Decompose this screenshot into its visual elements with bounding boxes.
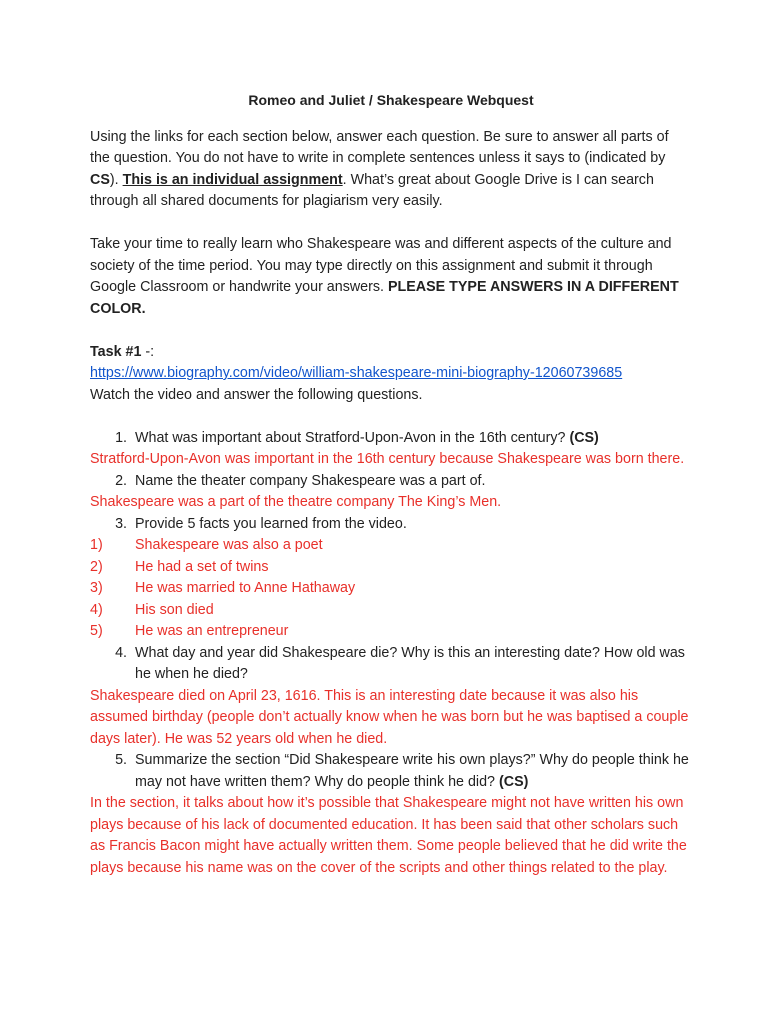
fact-item [90,557,690,579]
fact-text: He had a set of twins [135,558,269,575]
question-number: 2. [115,472,127,489]
fact-number: 3) [90,580,103,596]
fact-text: His son died [135,601,214,618]
cs-indicator: CS [90,171,110,188]
task-heading [90,342,690,364]
fact-number: 2) [90,558,103,575]
answer-1: Stratford-Upon-Avon was important in the 16th century because Shakespeare was born there. [90,451,685,467]
cs-marker: (CS) [569,429,599,446]
fact-text: He was married to Anne Hathaway [135,580,356,596]
task-instruction: Watch the video and answer the following questions. [90,386,423,403]
fact-number: 1) [90,537,103,553]
question-1 [90,428,690,450]
video-link[interactable]: https://www.biography.com/video/william-shakespeare-mini-biography-12060739685 [90,365,623,381]
fact-text: Shakespeare was also a poet [135,537,323,553]
question-5 [90,750,690,793]
question-text: What was important about Stratford-Upon-Avon in the 16th century? [135,429,570,446]
answer-4: Shakespeare died on April 23, 1616. This is an interesting date because it was also his assumed birthday (people don’t actually know when he was born but he was baptised a couple days later). He was 52 years old when he died. [90,687,689,747]
question-number: 4. [115,644,127,661]
question-4 [90,643,690,686]
intro-text: . What’s great about Google Drive is I can search through all shared documents for plagiarism very easily. [90,171,654,209]
question-number: 5. [115,752,127,768]
intro-paragraph-2 [90,234,690,320]
intro-text: ). [109,171,123,188]
task-label: Task #1 [90,343,142,360]
intro-paragraph-1 [90,127,690,213]
question-text: What day and year did Shakespeare die? Why is this an interesting date? How old was he when he died? [135,644,685,682]
question-2 [90,471,690,493]
cs-marker: (CS) [498,773,529,790]
intro-text: Take your time to really learn who Shakespeare was and different aspects of the culture and society of the time period. You may type directly on this assignment and submit it through Google Classroom or handwrite your answers. [90,236,672,295]
type-answers-notice: PLEASE TYPE ANSWERS IN A DIFFERENT COLOR. [90,279,679,317]
document-title: Romeo and Juliet / Shakespeare Webquest [248,92,534,108]
individual-assignment-notice: This is an individual assignment [122,171,343,188]
question-text: Summarize the section “Did Shakespeare write his own plays?” Why do people think he may not have written them? Why do people think he did? [135,752,689,790]
question-text: Name the theater company Shakespeare was a part of. [135,472,486,489]
fact-number: 5) [90,623,103,639]
intro-text: Using the links for each section below, answer each question. Be sure to answer all parts of the question. You do not have to write in complete sentences unless it says to (indicated by [90,128,669,166]
question-number: 3. [115,515,127,532]
question-3 [90,514,690,536]
question-number: 1. [115,429,127,446]
fact-item [90,621,690,643]
document-body [90,90,690,879]
answer-2: Shakespeare was a part of the theatre company The King’s Men. [90,494,502,510]
fact-text: He was an entrepreneur [135,623,289,639]
question-text: Provide 5 facts you learned from the video. [135,515,407,532]
fact-number: 4) [90,601,103,618]
fact-item [90,578,690,600]
fact-item [90,535,690,557]
answer-5: In the section, it talks about how it’s possible that Shakespeare might not have written his own plays because of his lack of documented education. It has been said that other scholars such as Francis Bacon might have actually written them. Some people believed that he did write the plays because his name was on the cover of the scripts and other things related to the play. [90,795,687,876]
fact-item [90,600,690,622]
task-suffix: -: [141,343,155,360]
